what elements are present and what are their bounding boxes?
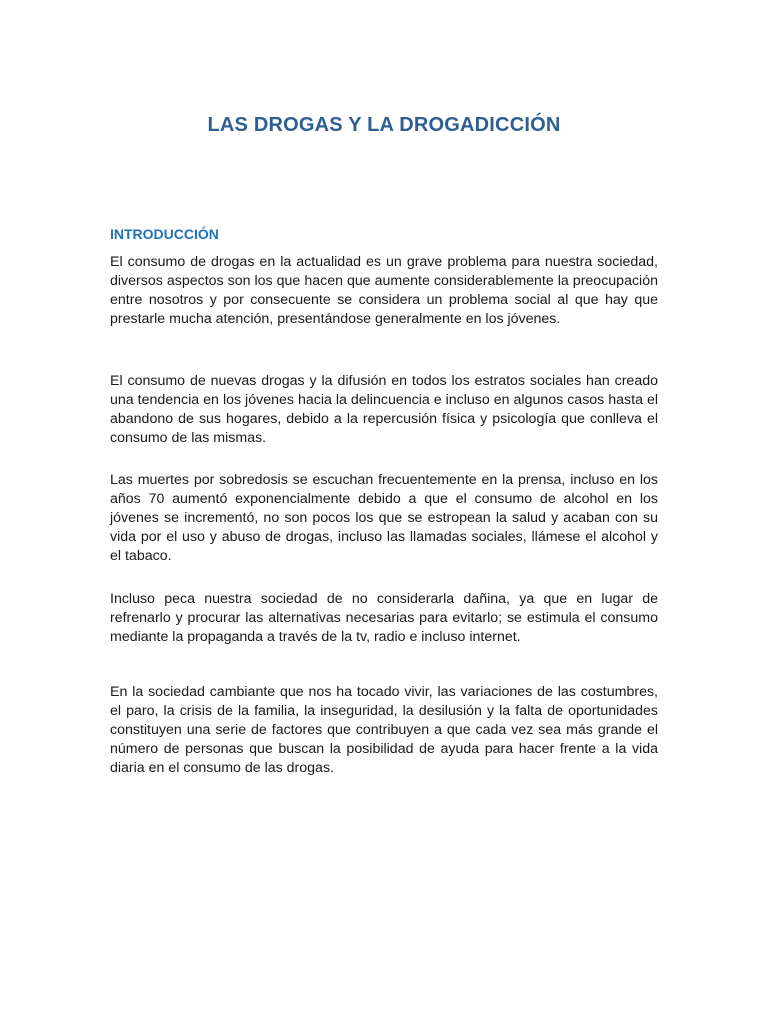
document-title: LAS DROGAS Y LA DROGADICCIÓN xyxy=(207,114,561,136)
paragraph: Incluso peca nuestra sociedad de no considerarla dañina, ya que en lugar de refrenarlo y procurar las alternativas necesarias para evitarlo; se estimula el consumo mediante la propaganda a través de la tv, radio e incluso internet. xyxy=(110,591,658,645)
section-heading-introduccion: INTRODUCCIÓN xyxy=(110,226,219,242)
paragraph: El consumo de drogas en la actualidad es un grave problema para nuestra sociedad, diversos aspectos son los que hacen que aumente considerablemente la preocupación entre nosotros y por consecuente se considera un problema social al que hay que prestarle mucha atención, presentándose generalmente en los jóvenes. xyxy=(110,254,658,327)
paragraph: El consumo de nuevas drogas y la difusión en todos los estratos sociales han creado una tendencia en los jóvenes hacia la delincuencia e incluso en algunos casos hasta el abandono de sus hogares, debido a la repercusión física y psicología que conlleva el consumo de las mismas. xyxy=(110,373,658,446)
paragraph: Las muertes por sobredosis se escuchan frecuentemente en la prensa, incluso en los años 70 aumentó exponencialmente debido a que el consumo de alcohol en los jóvenes se incrementó, no son pocos los que se estropean la salud y acaban con su vida por el uso y abuso de drogas, incluso las llamadas sociales, llámese el alcohol y el tabaco. xyxy=(110,472,658,564)
paragraph: En la sociedad cambiante que nos ha tocado vivir, las variaciones de las costumbres, el paro, la crisis de la familia, la inseguridad, la desilusión y la falta de oportunidades constituyen una serie de factores que contribuyen a que cada vez sea más grande el número de personas que buscan la posibilidad de ayuda para hacer frente a la vida diaria en el consumo de las drogas. xyxy=(110,684,658,776)
